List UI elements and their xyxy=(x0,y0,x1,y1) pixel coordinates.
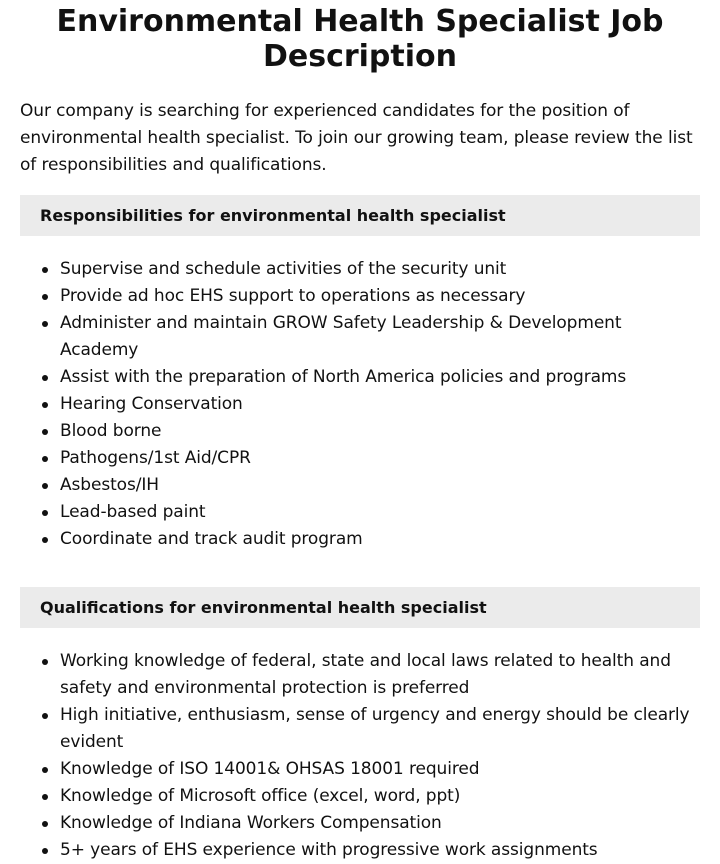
list-item xyxy=(20,526,700,553)
bullet-icon xyxy=(42,267,48,273)
list-item xyxy=(20,256,700,283)
list-item-text: Lead-based paint xyxy=(60,502,206,522)
list-item xyxy=(20,702,700,756)
bullet-icon xyxy=(42,375,48,381)
list-item xyxy=(20,418,700,445)
bullet-icon xyxy=(42,821,48,827)
bullet-icon xyxy=(42,510,48,516)
list-item xyxy=(20,472,700,499)
list-item xyxy=(20,756,700,783)
list-item xyxy=(20,783,700,810)
bullet-icon xyxy=(42,537,48,543)
list-item-text: Knowledge of ISO 14001& OHSAS 18001 required xyxy=(60,759,480,779)
bullet-icon xyxy=(42,659,48,665)
list-item-text: Administer and maintain GROW Safety Leadership & Development Academy xyxy=(60,313,622,360)
list-item-text: Asbestos/IH xyxy=(60,475,159,495)
qualifications-list xyxy=(20,648,700,864)
bullet-icon xyxy=(42,767,48,773)
list-item-text: Assist with the preparation of North America policies and programs xyxy=(60,367,627,387)
bullet-icon xyxy=(42,713,48,719)
list-item-text: Hearing Conservation xyxy=(60,394,243,414)
list-item-text: Knowledge of Indiana Workers Compensation xyxy=(60,813,442,833)
section-spacer xyxy=(20,553,700,571)
bullet-icon xyxy=(42,321,48,327)
list-item-text: Provide ad hoc EHS support to operations as necessary xyxy=(60,286,526,306)
list-item-text: Supervise and schedule activities of the security unit xyxy=(60,259,507,279)
list-item-text: Working knowledge of federal, state and local laws related to health and safety and environmental protection is preferred xyxy=(60,651,671,698)
intro-paragraph: Our company is searching for experienced candidates for the position of environmental health specialist. To join our growing team, please review the list of responsibilities and qualifications. xyxy=(20,101,693,175)
bullet-icon xyxy=(42,294,48,300)
list-item xyxy=(20,283,700,310)
list-item-text: Blood borne xyxy=(60,421,162,441)
responsibilities-heading xyxy=(20,195,700,236)
list-item-text: High initiative, enthusiasm, sense of urgency and energy should be clearly evident xyxy=(60,705,690,752)
bullet-icon xyxy=(42,429,48,435)
bullet-icon xyxy=(42,794,48,800)
list-item xyxy=(20,837,700,864)
list-item xyxy=(20,499,700,526)
list-item xyxy=(20,310,700,364)
bullet-icon xyxy=(42,456,48,462)
responsibilities-heading-text: Responsibilities for environmental health specialist xyxy=(40,206,506,225)
list-item xyxy=(20,364,700,391)
list-item xyxy=(20,810,700,837)
bullet-icon xyxy=(42,483,48,489)
qualifications-heading xyxy=(20,587,700,628)
list-item-text: 5+ years of EHS experience with progressive work assignments xyxy=(60,840,598,860)
responsibilities-list xyxy=(20,256,700,553)
list-item-text: Coordinate and track audit program xyxy=(60,529,363,549)
qualifications-heading-text: Qualifications for environmental health specialist xyxy=(40,598,487,617)
list-item xyxy=(20,391,700,418)
list-item-text: Knowledge of Microsoft office (excel, word, ppt) xyxy=(60,786,461,806)
bullet-icon xyxy=(42,402,48,408)
list-item-text: Pathogens/1st Aid/CPR xyxy=(60,448,251,468)
page-title: Environmental Health Specialist Job Description xyxy=(56,4,664,74)
list-item xyxy=(20,648,700,702)
list-item xyxy=(20,445,700,472)
